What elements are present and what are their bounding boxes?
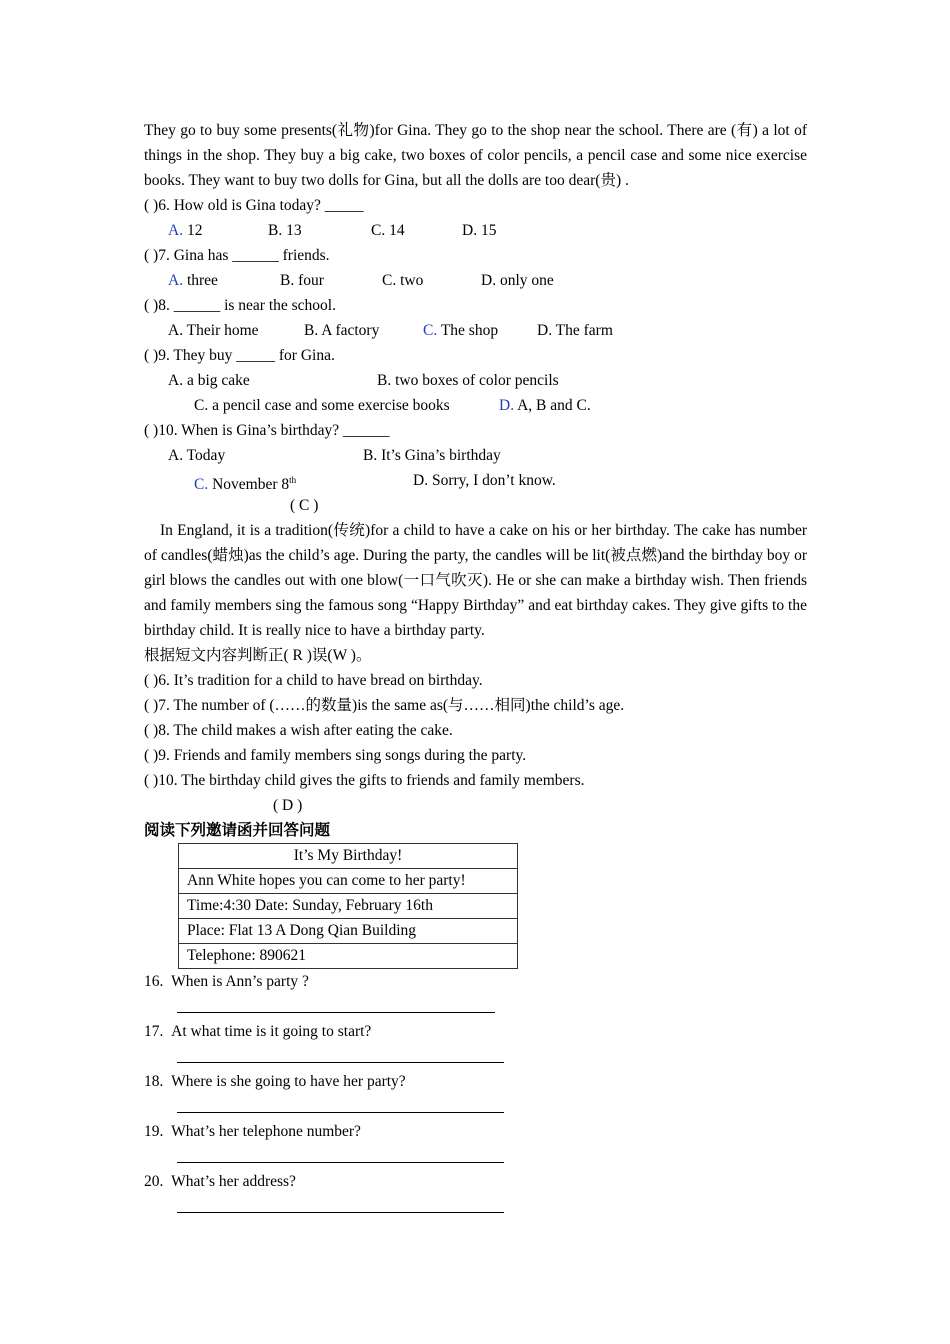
tf-item-6: ( )6. It’s tradition for a child to have bread on birthday.: [144, 672, 483, 689]
option-a: A. a big cake: [168, 372, 250, 389]
question-10-options-row2: [144, 468, 807, 493]
question-6-stem: ( )6. How old is Gina today? _____: [144, 197, 364, 214]
question-10-stem: ( )10. When is Gina’s birthday? ______: [144, 422, 390, 439]
question-7-options: [144, 268, 807, 293]
option-c: C. November 8th: [194, 475, 297, 494]
question-19: 19. What’s her telephone number?: [144, 1123, 361, 1140]
option-d: D. Sorry, I don’t know.: [413, 472, 556, 489]
option-b: B. 13: [268, 222, 302, 239]
question-9-stem: ( )9. They buy _____ for Gina.: [144, 347, 335, 364]
answer-line-20[interactable]: [177, 1194, 807, 1219]
invite-instruction: 阅读下列邀请函并回答问题: [144, 822, 331, 839]
option-a: A. Their home: [168, 322, 259, 339]
question-10-options-row1: [144, 443, 807, 468]
tf-item-9: ( )9. Friends and family members sing songs during the party.: [144, 747, 527, 764]
tf-item-7: ( )7. The number of (……的数量)is the same as(与……相同)the child’s age.: [144, 697, 625, 714]
option-c: C. two: [382, 272, 424, 289]
invitation-line: Ann White hopes you can come to her party!: [179, 869, 518, 894]
option-b: B. It’s Gina’s birthday: [363, 447, 501, 464]
question-17: 17. At what time is it going to start?: [144, 1023, 372, 1040]
answer-line-19[interactable]: [177, 1144, 807, 1169]
invitation-title: It’s My Birthday!: [179, 844, 518, 869]
answer-line-16[interactable]: [177, 994, 807, 1019]
invitation-place: Place: Flat 13 A Dong Qian Building: [179, 919, 518, 944]
option-d: D. The farm: [537, 322, 613, 339]
option-c: C. 14: [371, 222, 405, 239]
option-a: A. 12: [168, 222, 203, 239]
question-6-options: [144, 218, 807, 243]
question-8-options: [144, 318, 807, 343]
option-d: D. 15: [462, 222, 497, 239]
invitation-telephone: Telephone: 890621: [179, 944, 518, 969]
tf-item-10: ( )10. The birthday child gives the gifts to friends and family members.: [144, 772, 585, 789]
question-7-stem: ( )7. Gina has ______ friends.: [144, 247, 330, 264]
answer-line-18[interactable]: [177, 1094, 807, 1119]
question-18: 18. Where is she going to have her party?: [144, 1073, 406, 1090]
section-label-c: ( C ): [290, 497, 319, 514]
option-a: A. three: [168, 272, 218, 289]
worksheet-page: [144, 118, 807, 1219]
question-9-options-row2: [144, 393, 807, 418]
invitation-card: [178, 843, 518, 969]
option-c: C. The shop: [423, 322, 499, 339]
option-d: D. A, B and C.: [499, 397, 591, 414]
option-b: B. four: [280, 272, 324, 289]
answer-line-17[interactable]: [177, 1044, 807, 1069]
section-label-d: ( D ): [273, 797, 303, 814]
option-b: B. A factory: [304, 322, 380, 339]
question-8-stem: ( )8. ______ is near the school.: [144, 297, 336, 314]
question-20: 20. What’s her address?: [144, 1173, 296, 1190]
option-c: C. a pencil case and some exercise books: [194, 397, 450, 414]
question-16: 16. When is Ann’s party ?: [144, 973, 309, 990]
passage-c-ending: They go to buy some presents(礼物)for Gina. They go to the shop near the school. There are (有) a lot of things in the shop. They buy a big cake, two boxes of color pencils, a pencil case and some nice exercise books. They want to buy two dolls for Gina, but all the dolls are too dear(贵) .: [144, 122, 807, 189]
question-9-options-row1: [144, 368, 807, 393]
option-b: B. two boxes of color pencils: [377, 372, 559, 389]
passage-d: In England, it is a tradition(传统)for a child to have a cake on his or her birthday. The cake has number of candles(蜡烛)as the child’s age. During the party, the candles will be lit(被点燃)and the birthday boy or girl blows the candles out with one blow(一口气吹灭). He or she can make a birthday wish. Then friends and family members sing the famous song “Happy Birthday” and eat birthday cakes. They give gifts to the birthday child. It is really nice to have a birthday party.: [144, 522, 807, 639]
tf-instruction: 根据短文内容判断正( R )误(W )。: [144, 647, 372, 664]
option-a: A. Today: [168, 447, 226, 464]
tf-item-8: ( )8. The child makes a wish after eating the cake.: [144, 722, 453, 739]
option-d: D. only one: [481, 272, 554, 289]
invitation-time-date: Time:4:30 Date: Sunday, February 16th: [179, 894, 518, 919]
